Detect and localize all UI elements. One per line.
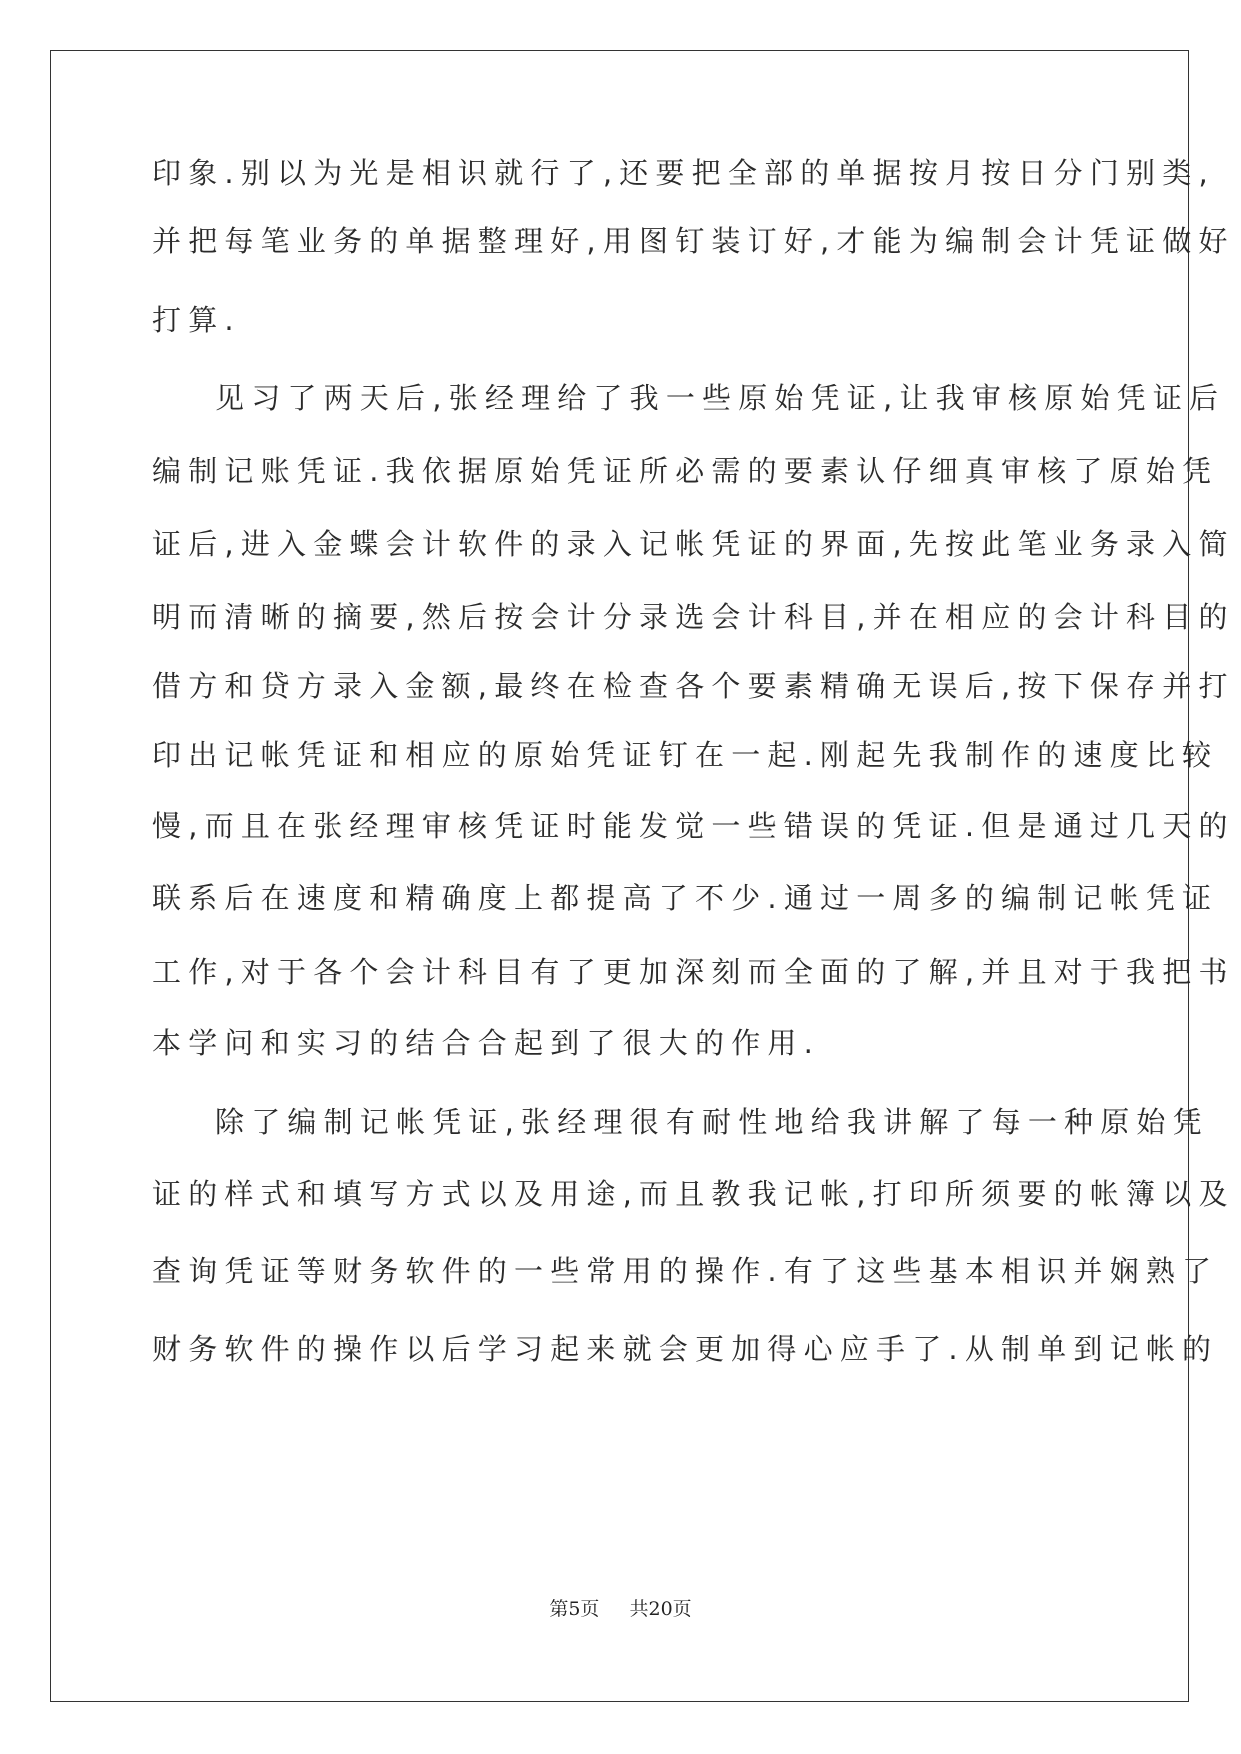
- text-line: 印象.别以为光是相识就行了,还要把全部的单据按月按日分门别类,: [152, 156, 1215, 190]
- text-line: 印出记帐凭证和相应的原始凭证钉在一起.刚起先我制作的速度比较: [152, 738, 1219, 772]
- text-line: 借方和贷方录入金额,最终在检查各个要素精确无误后,按下保存并打: [152, 669, 1235, 703]
- text-line: 打算.: [152, 303, 241, 337]
- text-line: 查询凭证等财务软件的一些常用的操作.有了这些基本相识并娴熟了: [152, 1254, 1219, 1288]
- text-line: 工作,对于各个会计科目有了更加深刻而全面的了解,并且对于我把书: [152, 955, 1235, 989]
- page-number: 第5页: [549, 1598, 600, 1620]
- text-line: 编制记账凭证.我依据原始凭证所必需的要素认仔细真审核了原始凭: [152, 454, 1219, 488]
- page-total: 共20页: [629, 1598, 692, 1620]
- page-border: [50, 50, 1235, 1702]
- paragraph-first-line: 见习了两天后,张经理给了我一些原始凭证,让我审核原始凭证后: [215, 381, 1226, 415]
- paragraph-first-line: 除了编制记帐凭证,张经理很有耐性地给我讲解了每一种原始凭: [215, 1105, 1209, 1139]
- text-line: 慢,而且在张经理审核凭证时能发觉一些错误的凭证.但是通过几天的: [152, 809, 1235, 843]
- text-line: 财务软件的操作以后学习起来就会更加得心应手了.从制单到记帐的: [152, 1332, 1219, 1366]
- text-line: 并把每笔业务的单据整理好,用图钉装订好,才能为编制会计凭证做好: [152, 224, 1235, 258]
- text-line: 本学问和实习的结合合起到了很大的作用.: [152, 1026, 821, 1060]
- text-line: 证的样式和填写方式以及用途,而且教我记帐,打印所须要的帐簿以及: [152, 1177, 1235, 1211]
- text-line: 联系后在速度和精确度上都提高了不少.通过一周多的编制记帐凭证: [152, 881, 1219, 915]
- text-line: 明而清晰的摘要,然后按会计分录选会计科目,并在相应的会计科目的: [152, 600, 1235, 634]
- page-footer: [0, 1594, 1241, 1621]
- text-line: 证后,进入金蝶会计软件的录入记帐凭证的界面,先按此笔业务录入简: [152, 527, 1235, 561]
